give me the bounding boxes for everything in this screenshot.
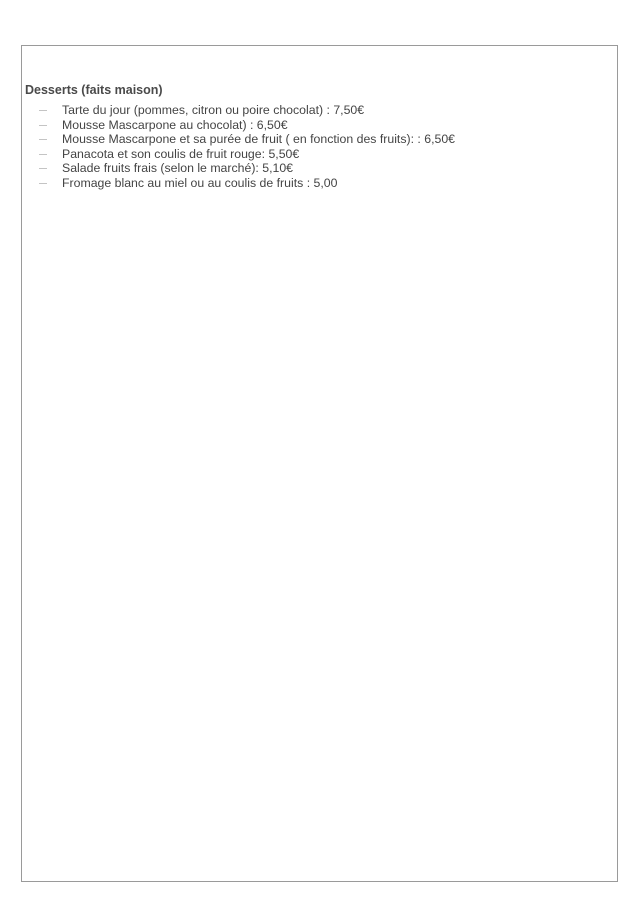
dash-bullet-icon: [39, 154, 47, 155]
dash-bullet-icon: [39, 125, 47, 126]
dash-bullet-icon: [39, 183, 47, 184]
list-item-label: Fromage blanc au miel ou au coulis de fruits : 5,00: [62, 175, 338, 190]
dash-bullet-icon: [39, 139, 47, 140]
document-page: [21, 45, 618, 882]
dash-bullet-icon: [39, 168, 47, 169]
list-item-label: Mousse Mascarpone au chocolat) : 6,50€: [62, 117, 288, 132]
list-item-label: Panacota et son coulis de fruit rouge: 5,50€: [62, 146, 300, 161]
list-item-label: Salade fruits frais (selon le marché): 5,10€: [62, 161, 294, 175]
dash-bullet-icon: [39, 110, 47, 111]
list-item-label: Mousse Mascarpone et sa purée de fruit ( en fonction des fruits): : 6,50€: [62, 132, 456, 146]
list-item-label: Tarte du jour (pommes, citron ou poire chocolat) : 7,50€: [62, 103, 365, 117]
section-title: Desserts (faits maison): [25, 83, 163, 97]
